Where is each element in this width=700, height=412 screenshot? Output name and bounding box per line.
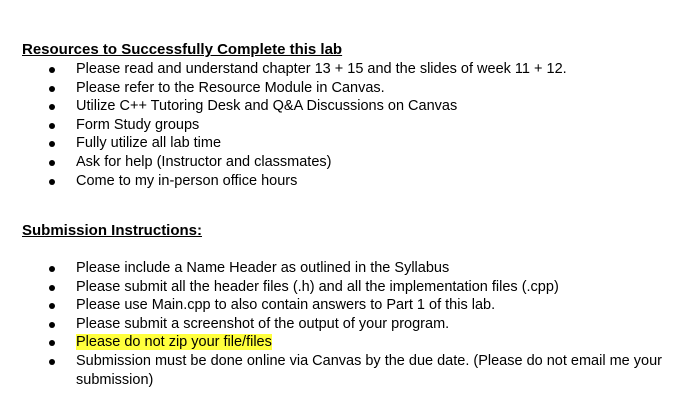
list-item-text: Submission must be done online via Canvas by the due date. (Please do not email me your submission) [76, 352, 662, 388]
list-item [0, 60, 567, 79]
list-item-text: Please submit a screenshot of the output of your program. [76, 315, 450, 332]
bullet-icon [49, 303, 55, 309]
list-item-text: Please refer to the Resource Module in Canvas. [76, 79, 385, 96]
list-item [0, 153, 567, 172]
submission-heading: Submission Instructions: [22, 222, 203, 239]
list-item [0, 352, 692, 389]
bullet-icon [49, 285, 55, 291]
list-item [0, 97, 567, 116]
bullet-icon [49, 179, 55, 185]
list-item [0, 333, 692, 352]
bullet-icon [49, 160, 55, 166]
bullet-icon [49, 123, 55, 129]
resources-heading: Resources to Successfully Complete this lab [22, 41, 343, 58]
highlighted-text: Please do not zip your file/files [76, 334, 272, 351]
bullet-icon [49, 104, 55, 110]
bullet-icon [49, 67, 55, 73]
resources-list [0, 60, 567, 190]
list-item-text: Utilize C++ Tutoring Desk and Q&A Discussions on Canvas [76, 98, 458, 115]
list-item-text: Please include a Name Header as outlined in the Syllabus [76, 260, 450, 276]
list-item-text: Form Study groups [76, 116, 200, 133]
list-item [0, 259, 692, 278]
bullet-icon [49, 340, 55, 346]
list-item [0, 296, 692, 315]
list-item [0, 79, 567, 98]
list-item [0, 278, 692, 297]
bullet-icon [49, 359, 55, 365]
submission-list [0, 259, 692, 389]
list-item [0, 134, 567, 153]
list-item-text: Fully utilize all lab time [76, 135, 222, 152]
list-item [0, 172, 567, 191]
list-item-text: Please submit all the header files (.h) and all the implementation files (.cpp) [76, 278, 559, 295]
bullet-icon [49, 266, 55, 272]
list-item-text: Ask for help (Instructor and classmates) [76, 153, 332, 170]
bullet-icon [49, 141, 55, 147]
list-item-text: Come to my in-person office hours [76, 172, 298, 189]
list-item-text: Please use Main.cpp to also contain answers to Part 1 of this lab. [76, 297, 496, 314]
list-item [0, 315, 692, 334]
bullet-icon [49, 322, 55, 328]
bullet-icon [49, 86, 55, 92]
list-item-text: Please read and understand chapter 13 + 15 and the slides of week 11 + 12. [76, 61, 567, 77]
list-item [0, 116, 567, 135]
